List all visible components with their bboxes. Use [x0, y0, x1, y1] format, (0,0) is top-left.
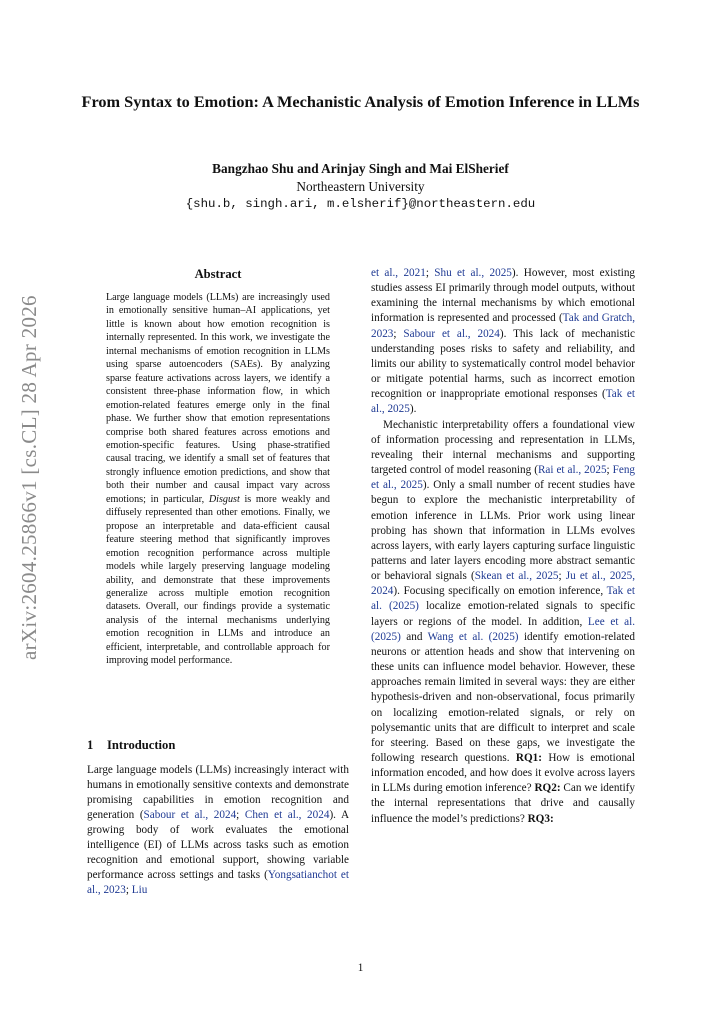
citation-link[interactable]: Chen et al., 2024	[244, 809, 330, 822]
author-emails: {shu.b, singh.ari, m.elsherif}@northeastern.edu	[185, 197, 536, 211]
body-text: ). Focusing specifically on emotion inference,	[393, 585, 607, 598]
paper-title: From Syntax to Emotion: A Mechanistic Analysis of Emotion Inference in LLMs	[81, 92, 640, 111]
section-number: 1	[87, 738, 94, 752]
citation-link[interactable]: Sabour et al., 2024	[403, 327, 500, 340]
body-text: How is emotional information encoded, and how does it evolve across layers in LLMs during emotion inference?	[371, 752, 635, 795]
body-text: ). This lack of mechanistic understanding poses risks to safety and reliability, and limits our ability to systematically control model behavior or mitigate potential harms, such as incorrect emotion recognition or inappropriate emotional responses (	[371, 327, 636, 401]
body-text: identify emotion-related neurons or attention heads and show that intervening on these units can influence model behavior. However, these approaches remain limited in several ways: they are either hypothesis-driven and non-observational, focus primarily on localizing emotion-related signals, or rely on polysemantic units that are difficult to interpret and scale for steering. Based on these gaps, we investigate the following research questions.	[371, 630, 635, 764]
body-text: ;	[558, 570, 566, 583]
citation-link[interactable]: Shu et al., 2025	[434, 267, 512, 279]
body-text: and	[400, 630, 428, 643]
citation-link[interactable]: Tak et al., 2025	[371, 388, 636, 416]
citation-link[interactable]: Ju et al., 2025, 2024	[371, 570, 635, 598]
paragraph	[371, 418, 635, 827]
abstract-text-part-2: is more weakly and diffusely represented than other emotions. Finally, we propose an interpretable and data-efficient causal feature steering method that significantly improves emotion recognition performance across multiple models while largely preserving language modeling ability, and demonstrate that these improvements generalize across multiple emotion recognition datasets. Overall, our findings provide a systematic analysis of the internal mechanisms underlying emotion recognition in LLMs and introduce an efficient, interpretable, and controllable approach for improving model performance.	[106, 493, 330, 667]
citation-link[interactable]: Sabour et al., 2024	[143, 809, 237, 822]
citation-link[interactable]: Wang et al. (2025)	[427, 630, 519, 643]
arxiv-identifier-stamp: arXiv:2604.25866v1 [cs.CL] 28 Apr 2026	[17, 295, 41, 660]
abstract-heading: Abstract	[194, 267, 242, 281]
body-text: ). However, most existing studies assess EI primarily through model outputs, without examining the internal mechanisms by which emotional information is represented and processed (	[371, 267, 636, 325]
body-text: localize emotion-related signals to specific layers or regions of the model. In addition,	[371, 600, 635, 628]
abstract-text-part-1: Large language models (LLMs) are increasingly used in emotionally sensitive human–AI applications, yet little is known about how emotion recognition is internally represented. In this work, we investigate the internal mechanisms of emotion recognition in LLMs using sparse autoencoders (SAEs). By analyzing sparse feature activations across layers, we identify a consistent three-phase information flow, in which emotion-related features emerge only in the final phase. We further show that emotion representations comprise both shared features across emotions and emotion-specific features. Using phase-stratified causal tracing, we identify a small set of features that strongly influence emotion predictions, and show that both their number and causal impact vary across emotions; in particular,	[106, 292, 330, 505]
abstract-emphasis-disgust: Disgust	[208, 493, 240, 505]
citation-link[interactable]: Skean et al., 2025	[474, 570, 559, 583]
paragraph	[371, 266, 635, 418]
citation-link[interactable]: Rai et al., 2025	[537, 464, 607, 477]
citation-link[interactable]: Feng et al., 2025	[371, 464, 636, 492]
body-text: Large language models (LLMs) increasingly interact with humans in emotionally sensitive contexts and demonstrate promising capabilities in emotion recognition and generation (	[87, 764, 349, 822]
body-text: ;	[236, 809, 245, 822]
body-text: ).	[409, 403, 417, 416]
citation-link[interactable]: Tak and Gratch, 2023	[371, 312, 636, 340]
section-heading-introduction	[87, 737, 349, 753]
page-number: 1	[357, 962, 364, 974]
body-text: ;	[393, 327, 404, 340]
author-list: Bangzhao Shu and Arinjay Singh and Mai ElSherief	[212, 161, 509, 176]
introduction-right-column	[371, 266, 635, 827]
body-text: ;	[125, 884, 132, 897]
introduction-left-column	[87, 763, 349, 898]
citation-link[interactable]: Liu	[131, 884, 148, 897]
body-text: Can we identify the internal representations that drive and causally influence the model’s predictions?	[371, 782, 635, 825]
abstract-text	[106, 291, 330, 668]
body-text: ;	[606, 464, 613, 477]
research-question-label: RQ3:	[527, 812, 554, 825]
research-question-label: RQ2:	[534, 782, 561, 795]
body-text: ;	[425, 267, 435, 279]
research-question-label: RQ1:	[515, 752, 542, 764]
citation-link[interactable]: Tak et al. (2025)	[371, 585, 635, 613]
body-text: ). A growing body of work evaluates the emotional intelligence (EI) of LLMs across tasks such as emotion recognition and emotional support, showing variable performance across settings and tasks (	[87, 809, 350, 882]
citation-link[interactable]: Lee et al. (2025)	[371, 615, 635, 643]
body-text: Mechanistic interpretability offers a foundational view of information processing and representation in LLMs, revealing their internal mechanisms and supporting targeted control of model reasoning (	[371, 418, 635, 477]
citation-link[interactable]: Yongsatianchot et al., 2023	[87, 869, 349, 897]
body-text: ). Only a small number of recent studies have begun to explore the mechanistic interpretability of emotion inference in LLMs. Prior work using linear probing has shown that information in LLMs evolves across layers, with early layers capturing surface linguistic patterns and later layers encoding more abstract semantic or behavioral signals (	[371, 479, 635, 583]
citation-link[interactable]: et al., 2021	[371, 267, 426, 279]
author-affiliation: Northeastern University	[296, 179, 425, 194]
section-title: Introduction	[107, 738, 176, 752]
